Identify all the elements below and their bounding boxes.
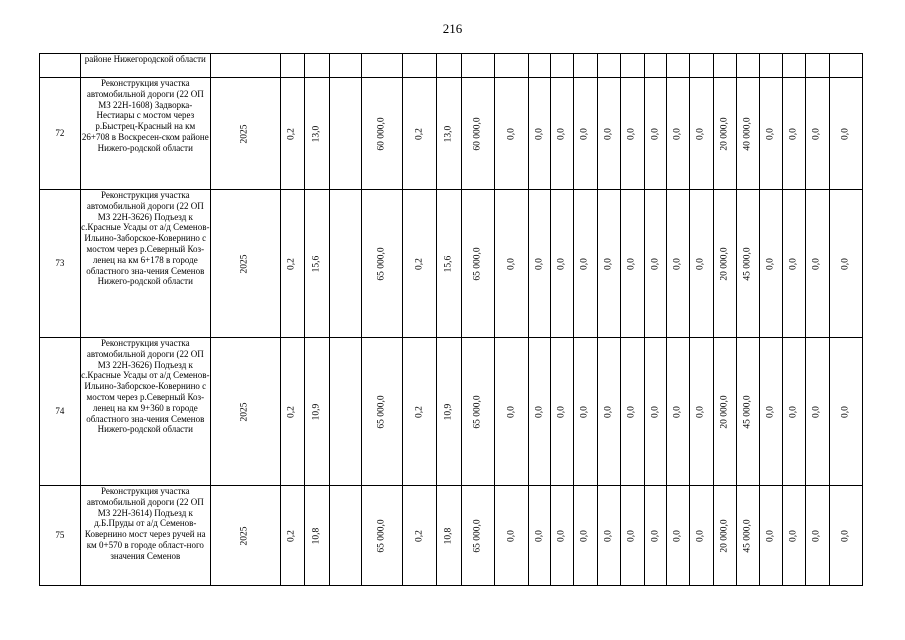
cell-value: 0,0 — [534, 127, 545, 140]
cell-value: 0,0 — [506, 405, 517, 418]
cell-value: 0,0 — [579, 405, 590, 418]
cell-value: 0,0 — [534, 257, 545, 270]
cell-z9 — [689, 190, 713, 338]
cell-amount-b — [737, 78, 760, 190]
cell-z8 — [667, 78, 690, 190]
cell-v6 — [462, 190, 495, 338]
cell-value: 0,2 — [414, 257, 425, 270]
cell-z4 — [573, 486, 597, 586]
cell-z6 — [621, 486, 645, 586]
cell-z2 — [528, 190, 551, 338]
cell-empty — [330, 190, 362, 338]
cell-value: 20 000,0 — [719, 246, 730, 281]
cell-z8 — [667, 338, 690, 486]
cell-z9 — [689, 338, 713, 486]
cell-v4 — [403, 338, 437, 486]
cell-z13 — [829, 78, 863, 190]
cell-value: 13,0 — [311, 125, 322, 142]
cell-description: Реконструкция участка автомобильной дороги (22 ОП МЗ 22Н-3626) Подъезд к с.Красные Усады от а/д Семенов-Ильино-Заборское-Ковернино с мостом через р.Северный Коз-ленец на км 9+360 в городе областного зна-чения Семенов Нижего-родской области — [80, 338, 210, 486]
cell-value: 0,0 — [788, 405, 799, 418]
cell-value: 0,0 — [695, 257, 706, 270]
cell-z9 — [689, 486, 713, 586]
cell-value: 0,0 — [695, 405, 706, 418]
cell-v1 — [280, 78, 305, 190]
cell-z1 — [495, 78, 528, 190]
cell-year — [210, 190, 280, 338]
cell-z11 — [783, 190, 806, 338]
cell-value: 0,0 — [840, 127, 851, 140]
cell-value: 0,0 — [811, 257, 822, 270]
cell-value: 0,0 — [627, 529, 638, 542]
cell-value: 60 000,0 — [472, 116, 483, 151]
cell-value: 2025 — [239, 402, 250, 421]
cell-value: 0,0 — [506, 257, 517, 270]
cell-year — [210, 486, 280, 586]
cell-z11 — [783, 78, 806, 190]
cell-v5 — [437, 338, 462, 486]
cell-value: 0,0 — [811, 405, 822, 418]
cell-z2 — [528, 78, 551, 190]
cell-z10 — [759, 486, 783, 586]
cell-z8 — [667, 486, 690, 586]
cell-v6 — [462, 338, 495, 486]
cell-z10 — [759, 78, 783, 190]
cell-v4 — [403, 190, 437, 338]
cell-v1 — [280, 190, 305, 338]
cell-num: 75 — [40, 486, 81, 586]
table-row — [40, 78, 863, 190]
cell-value: 0,0 — [672, 257, 683, 270]
cell-value: 0,0 — [603, 529, 614, 542]
cell-value: 0,0 — [788, 127, 799, 140]
cell-value: 0,0 — [534, 405, 545, 418]
cell-empty — [330, 486, 362, 586]
cell-z6 — [621, 338, 645, 486]
cell-z5 — [597, 190, 621, 338]
cell-z12 — [805, 190, 829, 338]
cell-value: 0,0 — [506, 127, 517, 140]
cell-value: 0,2 — [414, 405, 425, 418]
cell-amount-a — [713, 338, 737, 486]
cell-z6 — [621, 190, 645, 338]
cell-z7 — [644, 78, 667, 190]
cell-value: 2025 — [239, 526, 250, 545]
cell-value: 13,0 — [443, 125, 454, 142]
cell-value: 65 000,0 — [376, 246, 387, 281]
cell-value: 0,0 — [650, 257, 661, 270]
cell-value: 0,0 — [840, 529, 851, 542]
cell-v6 — [462, 486, 495, 586]
cell-value: 0,0 — [695, 127, 706, 140]
cell-z13 — [829, 486, 863, 586]
cell-z11 — [783, 486, 806, 586]
cell-v3 — [362, 486, 403, 586]
cell-value: 0,2 — [287, 257, 298, 270]
cell-value: 10,8 — [443, 527, 454, 544]
cell-value: 10,9 — [443, 403, 454, 420]
cell-v3 — [362, 338, 403, 486]
cell-value: 40 000,0 — [742, 116, 753, 151]
cell-value: 2025 — [239, 124, 250, 143]
cell-value: 0,2 — [414, 127, 425, 140]
cell-value: 0,0 — [603, 127, 614, 140]
cell-year — [210, 78, 280, 190]
cell-value: 65 000,0 — [376, 518, 387, 553]
cell-value: 0,0 — [765, 405, 776, 418]
cell-value: 45 000,0 — [742, 394, 753, 429]
cell-value: 65 000,0 — [376, 394, 387, 429]
cell-value: 0,2 — [414, 529, 425, 542]
cell-z4 — [573, 190, 597, 338]
cell-z3 — [551, 78, 574, 190]
cell-value: 45 000,0 — [742, 518, 753, 553]
cell-value: 0,2 — [287, 127, 298, 140]
cell-value: 0,0 — [579, 257, 590, 270]
budget-table — [39, 53, 863, 586]
cell-z3 — [551, 338, 574, 486]
cell-value: 0,0 — [556, 529, 567, 542]
cell-z5 — [597, 486, 621, 586]
cell-z12 — [805, 78, 829, 190]
cell-value: 10,8 — [311, 527, 322, 544]
cell-value: 0,2 — [287, 405, 298, 418]
cell-value: 0,0 — [534, 529, 545, 542]
cell-z1 — [495, 190, 528, 338]
cell-value: 0,0 — [840, 257, 851, 270]
cell-v2 — [305, 338, 330, 486]
cell-z7 — [644, 338, 667, 486]
cell-v2 — [305, 190, 330, 338]
cell-value: 0,0 — [579, 529, 590, 542]
cell-value: 65 000,0 — [472, 246, 483, 281]
cell-amount-a — [713, 190, 737, 338]
cell-value: 0,0 — [650, 529, 661, 542]
cell-value: 0,0 — [650, 405, 661, 418]
cell-description: Реконструкция участка автомобильной дороги (22 ОП МЗ 22Н-3614) Подъезд к д.Б.Пруды от а/д Семенов-Ковернино мост через ручей на км 0+570 в городе област-ного значения Семенов — [80, 486, 210, 586]
cell-v5 — [437, 486, 462, 586]
cell-z8 — [667, 190, 690, 338]
cell-v1 — [280, 486, 305, 586]
cell-z12 — [805, 486, 829, 586]
cell-v3 — [362, 190, 403, 338]
cell-value: 0,0 — [672, 529, 683, 542]
cell-v6 — [462, 78, 495, 190]
cell-description: Реконструкция участка автомобильной дороги (22 ОП МЗ 22Н-1608) Задворка-Нестиары с мостом через р.Быстрец-Красный на км 26+708 в Воскресен-ском районе Нижего-родской области — [80, 78, 210, 190]
cell-value: 0,0 — [840, 405, 851, 418]
cell-value: 10,9 — [311, 403, 322, 420]
cell-value: 0,0 — [672, 127, 683, 140]
cell-v5 — [437, 78, 462, 190]
cell-z1 — [495, 338, 528, 486]
cell-value: 45 000,0 — [742, 246, 753, 281]
cell-z2 — [528, 338, 551, 486]
table-row — [40, 486, 863, 586]
cell-empty — [330, 338, 362, 486]
cell-v4 — [403, 486, 437, 586]
cell-value: 65 000,0 — [472, 394, 483, 429]
cell-z5 — [597, 78, 621, 190]
cell-value: 0,0 — [556, 405, 567, 418]
cell-z13 — [829, 338, 863, 486]
cell-description: районе Нижегородской области — [80, 54, 210, 78]
cell-v2 — [305, 78, 330, 190]
cell-amount-a — [713, 486, 737, 586]
table-row — [40, 190, 863, 338]
cell-z2 — [528, 486, 551, 586]
cell-value: 0,0 — [672, 405, 683, 418]
cell-value: 0,0 — [627, 257, 638, 270]
cell-value: 0,0 — [603, 405, 614, 418]
cell-amount-b — [737, 190, 760, 338]
cell-z5 — [597, 338, 621, 486]
cell-num — [40, 54, 81, 78]
cell-z10 — [759, 338, 783, 486]
cell-value: 0,0 — [788, 257, 799, 270]
cell-z3 — [551, 190, 574, 338]
cell-value: 0,0 — [765, 257, 776, 270]
cell-num: 74 — [40, 338, 81, 486]
cell-value: 15,6 — [443, 255, 454, 272]
cell-value: 0,2 — [287, 529, 298, 542]
cell-value: 0,0 — [788, 529, 799, 542]
table-row — [40, 338, 863, 486]
cell-value: 0,0 — [765, 529, 776, 542]
table-row — [40, 54, 863, 78]
cell-v1 — [280, 338, 305, 486]
cell-value: 20 000,0 — [719, 116, 730, 151]
cell-z7 — [644, 190, 667, 338]
cell-description: Реконструкция участка автомобильной дороги (22 ОП МЗ 22Н-3626) Подъезд к с.Красные Усады от а/д Семенов-Ильино-Заборское-Ковернино с мостом через р.Северный Коз-ленец на км 6+178 в городе областного зна-чения Семенов Нижего-родской области — [80, 190, 210, 338]
cell-value: 20 000,0 — [719, 518, 730, 553]
page-number: 216 — [442, 21, 463, 36]
cell-value: 0,0 — [556, 257, 567, 270]
cell-z6 — [621, 78, 645, 190]
cell-z12 — [805, 338, 829, 486]
cell-amount-b — [737, 486, 760, 586]
cell-z3 — [551, 486, 574, 586]
cell-value: 0,0 — [627, 405, 638, 418]
cell-num: 72 — [40, 78, 81, 190]
cell-z1 — [495, 486, 528, 586]
cell-value: 0,0 — [579, 127, 590, 140]
cell-value: 2025 — [239, 254, 250, 273]
cell-v4 — [403, 78, 437, 190]
cell-value: 0,0 — [603, 257, 614, 270]
cell-value: 0,0 — [811, 529, 822, 542]
cell-value: 15,6 — [311, 255, 322, 272]
cell-value: 0,0 — [556, 127, 567, 140]
cell-v3 — [362, 78, 403, 190]
cell-amount-a — [713, 78, 737, 190]
cell-z13 — [829, 190, 863, 338]
cell-value: 0,0 — [695, 529, 706, 542]
cell-year — [210, 338, 280, 486]
cell-value: 20 000,0 — [719, 394, 730, 429]
cell-value: 0,0 — [765, 127, 776, 140]
cell-z4 — [573, 78, 597, 190]
cell-z9 — [689, 78, 713, 190]
cell-v5 — [437, 190, 462, 338]
cell-z11 — [783, 338, 806, 486]
cell-amount-b — [737, 338, 760, 486]
cell-value: 0,0 — [650, 127, 661, 140]
cell-value: 60 000,0 — [376, 116, 387, 151]
cell-z10 — [759, 190, 783, 338]
cell-value: 0,0 — [627, 127, 638, 140]
cell-value: 65 000,0 — [472, 518, 483, 553]
cell-value: 0,0 — [506, 529, 517, 542]
cell-num: 73 — [40, 190, 81, 338]
cell-z4 — [573, 338, 597, 486]
cell-z7 — [644, 486, 667, 586]
cell-value: 0,0 — [811, 127, 822, 140]
cell-empty — [330, 78, 362, 190]
cell-v2 — [305, 486, 330, 586]
